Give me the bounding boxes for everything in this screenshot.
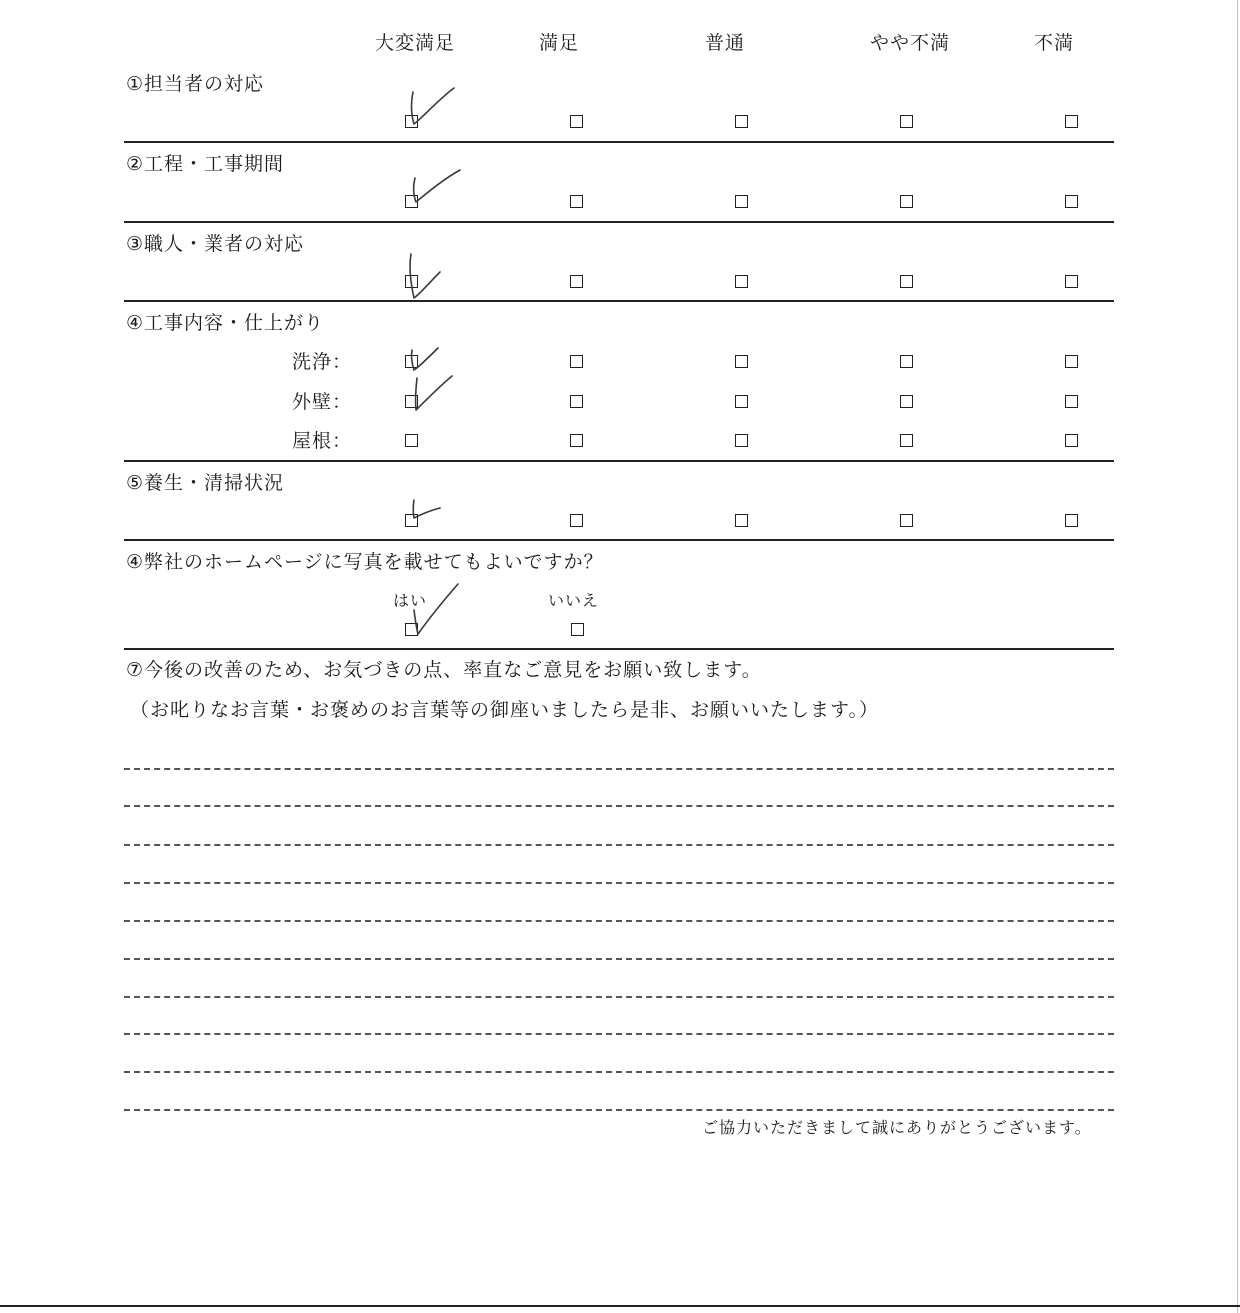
q1-neutral-checkbox[interactable] — [735, 115, 748, 128]
q4-roof-very-satisfied-checkbox[interactable] — [405, 434, 418, 447]
q4-washing-dissatisfied-checkbox[interactable] — [1065, 355, 1078, 368]
q1-dissatisfied-checkbox[interactable] — [1065, 115, 1078, 128]
q6-no-label: いいえ — [548, 591, 600, 610]
q5-neutral-checkbox[interactable] — [735, 514, 748, 527]
q4-roof-dissatisfied-checkbox[interactable] — [1065, 434, 1078, 447]
question-1-title: ①担当者の対応 — [126, 73, 265, 95]
question-7-title: ⑦今後の改善のため、お気づきの点、率直なご意見をお願い致します。 — [126, 659, 762, 681]
q4-wall-satisfied-checkbox[interactable] — [570, 395, 583, 408]
comment-line[interactable] — [124, 882, 1114, 884]
q4-wall-neutral-checkbox[interactable] — [735, 395, 748, 408]
q4-washing-neutral-checkbox[interactable] — [735, 355, 748, 368]
comment-line[interactable] — [124, 996, 1114, 998]
divider — [124, 141, 1114, 143]
question-6-title: ④弊社のホームページに写真を載せてもよいですか？ — [126, 551, 604, 573]
header-satisfied: 満足 — [538, 32, 579, 54]
q3-neutral-checkbox[interactable] — [735, 275, 748, 288]
q3-dissatisfied-checkbox[interactable] — [1065, 275, 1078, 288]
comment-line[interactable] — [124, 958, 1114, 960]
q4-roof-satisfied-checkbox[interactable] — [570, 434, 583, 447]
q3-satisfied-checkbox[interactable] — [570, 275, 583, 288]
comment-line[interactable] — [124, 1109, 1114, 1111]
header-dissatisfied: 不満 — [1033, 32, 1074, 54]
q5-dissatisfied-checkbox[interactable] — [1065, 514, 1078, 527]
comment-line[interactable] — [124, 805, 1114, 807]
divider — [124, 648, 1114, 650]
comment-line[interactable] — [124, 768, 1114, 770]
q1-somewhat-dissatisfied-checkbox[interactable] — [900, 115, 913, 128]
comment-line[interactable] — [124, 920, 1114, 922]
q3-somewhat-dissatisfied-checkbox[interactable] — [900, 275, 913, 288]
header-very-satisfied: 大変満足 — [374, 32, 455, 54]
question-5-title: ⑤養生・清掃状況 — [126, 472, 285, 494]
page-edge — [1237, 0, 1238, 1313]
q1-very-satisfied-checkbox[interactable] — [405, 115, 418, 128]
q4-item-wall-label: 外壁： — [292, 391, 353, 413]
q5-satisfied-checkbox[interactable] — [570, 514, 583, 527]
q6-yes-checkbox[interactable] — [405, 623, 418, 636]
q4-washing-satisfied-checkbox[interactable] — [570, 355, 583, 368]
q4-washing-very-satisfied-checkbox[interactable] — [405, 355, 418, 368]
divider — [124, 539, 1114, 541]
divider — [124, 221, 1114, 223]
q4-wall-very-satisfied-checkbox[interactable] — [405, 395, 418, 408]
q6-yes-label: はい — [393, 591, 428, 610]
q6-no-checkbox[interactable] — [571, 623, 584, 636]
q1-satisfied-checkbox[interactable] — [570, 115, 583, 128]
q5-somewhat-dissatisfied-checkbox[interactable] — [900, 514, 913, 527]
q2-neutral-checkbox[interactable] — [735, 195, 748, 208]
header-neutral: 普通 — [704, 32, 745, 54]
q1-check-mark — [400, 82, 460, 142]
q2-somewhat-dissatisfied-checkbox[interactable] — [900, 195, 913, 208]
divider — [124, 300, 1114, 302]
q5-very-satisfied-checkbox[interactable] — [405, 514, 418, 527]
header-somewhat-dissatisfied: やや不満 — [869, 32, 950, 54]
q2-satisfied-checkbox[interactable] — [570, 195, 583, 208]
question-4-title: ④工事内容・仕上がり — [126, 312, 325, 334]
comment-line[interactable] — [124, 844, 1114, 846]
comment-line[interactable] — [124, 1033, 1114, 1035]
page-edge — [0, 1305, 1240, 1307]
q4-wall-somewhat-dissatisfied-checkbox[interactable] — [900, 395, 913, 408]
question-3-title: ③職人・業者の対応 — [126, 233, 305, 255]
q2-dissatisfied-checkbox[interactable] — [1065, 195, 1078, 208]
q4-wall-dissatisfied-checkbox[interactable] — [1065, 395, 1078, 408]
q4-roof-somewhat-dissatisfied-checkbox[interactable] — [900, 434, 913, 447]
divider — [124, 460, 1114, 462]
q3-very-satisfied-checkbox[interactable] — [405, 275, 418, 288]
q2-very-satisfied-checkbox[interactable] — [405, 195, 418, 208]
q4-item-roof-label: 屋根： — [292, 430, 353, 452]
q4-washing-somewhat-dissatisfied-checkbox[interactable] — [900, 355, 913, 368]
q4-roof-neutral-checkbox[interactable] — [735, 434, 748, 447]
thank-you-note: ご協力いただきまして誠にありがとうございます。 — [702, 1118, 1092, 1137]
question-2-title: ②工程・工事期間 — [126, 153, 285, 175]
question-7-note: （お叱りなお言葉・お褒めのお言葉等の御座いましたら是非、お願いいたします。） — [130, 699, 879, 721]
comment-line[interactable] — [124, 1071, 1114, 1073]
q4-item-washing-label: 洗浄： — [292, 351, 353, 373]
